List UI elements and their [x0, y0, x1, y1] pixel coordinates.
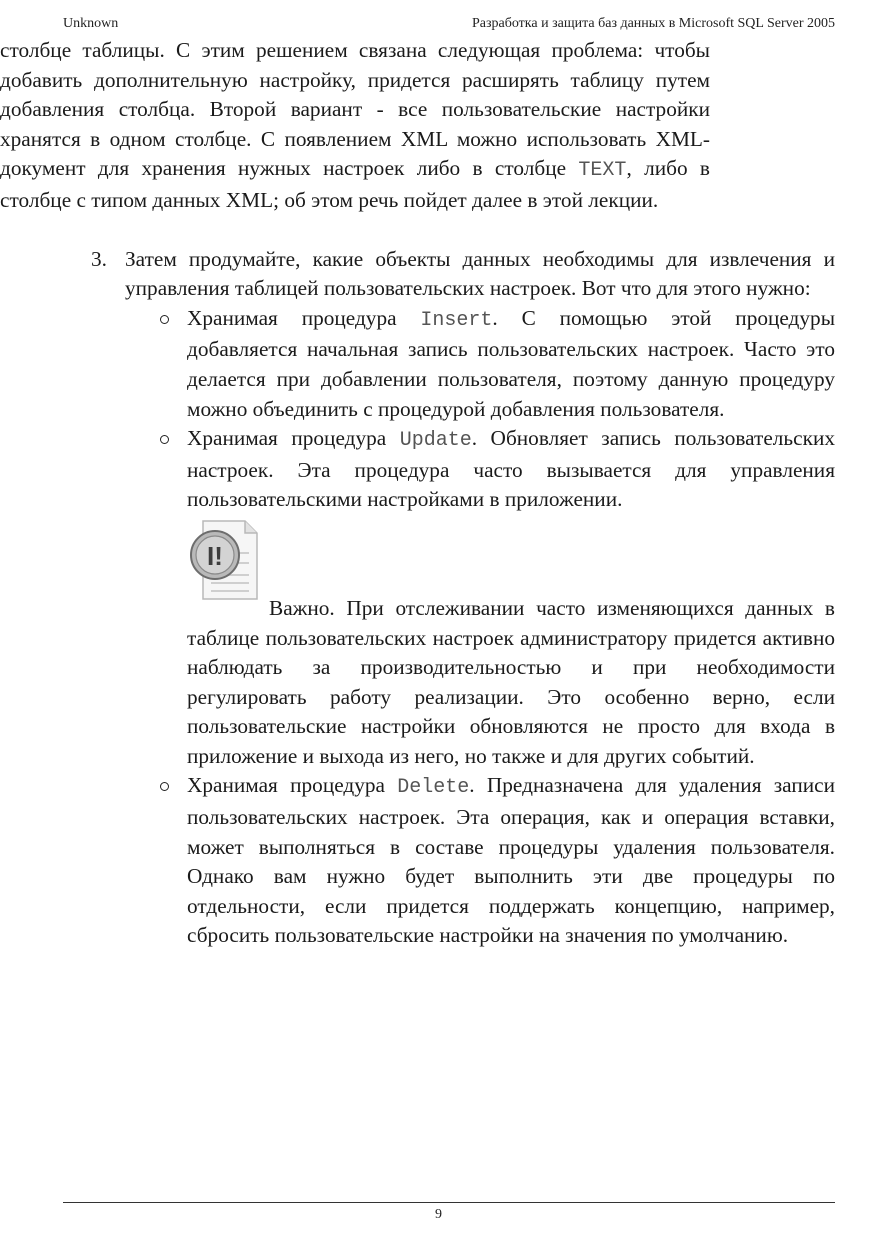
bullet-text-before: Хранимая процедура	[187, 773, 398, 798]
code-delete: Delete	[397, 776, 470, 800]
header-left: Unknown	[63, 16, 119, 31]
note-text: Важно. При отслеживании часто изменяющихся данных в таблице пользовательских настроек администратору придется активно наблюдать за производительностью и при необходимости регулировать работу реализации. Это особенно верно, если пользовательские настройки обновляются не просто для входа в приложение и выхода из него, но также и для других событий.	[187, 595, 835, 768]
bullet-insert	[187, 304, 835, 424]
cont-text-2: , либо в столбце с типом данных XML; об этом речь пойдет далее в этой лекции.	[0, 156, 710, 212]
bullet-text-after: . Предназначена для удаления записи пользовательских настроек. Эта операция, как и операция вставки, может выполняться в составе процедуры удаления пользователя. Однако вам нужно будет выполнить эти две процедуры по отдельности, если придется поддержать концепцию, например, сбросить пользовательские настройки на значения по умолчанию.	[187, 773, 835, 948]
svg-text:I!: I!	[207, 540, 223, 571]
continuation-paragraph	[0, 36, 710, 216]
code-insert: Insert	[420, 308, 493, 332]
header-title: Разработка и защита баз данных в Microsoft SQL Server 2005	[471, 16, 835, 31]
footer-divider	[63, 1202, 835, 1203]
bullet-text-before: Хранимая процедура	[187, 305, 421, 330]
cont-text-1: столбце таблицы. С этим решением связана следующая проблема: чтобы добавить дополнительную настройку, придется расширять таблицу путем добавления столбца. Второй вариант - все пользовательские настройки хранятся в одном столбце. С появлением XML можно использовать XML-документ для хранения нужных настроек либо в столбце	[0, 38, 710, 181]
bullet-text-after: . Обновляет запись пользовательских настроек. Эта процедура часто вызывается для управления пользовательскими настройками в приложении.	[187, 426, 835, 512]
item-number: 3.	[91, 246, 107, 271]
bullet-delete	[187, 771, 835, 951]
important-note-icon	[187, 517, 269, 602]
code-update: Update	[399, 429, 472, 453]
page-header	[63, 16, 835, 32]
item-text: Затем продумайте, какие объекты данных необходимы для извлечения и управления таблицей пользовательских настроек. Вот что для этого нужно:	[125, 246, 835, 301]
numbered-item-3	[91, 245, 835, 304]
code-text: TEXT	[578, 159, 627, 183]
page-number: 9	[435, 1207, 442, 1222]
bullet-icon	[160, 435, 169, 444]
bullet-text-before: Хранимая процедура	[187, 426, 400, 451]
bullet-icon	[160, 782, 169, 791]
bullet-text-after: . С помощью этой процедуры добавляется начальная запись пользовательских настроек. Часто это делается при добавлении пользователя, поэтому данную процедуру можно объединить с процедурой добавления пользователя.	[187, 305, 835, 421]
important-note	[187, 517, 835, 772]
bullet-update	[187, 424, 835, 515]
bullet-icon	[160, 315, 169, 324]
page-content	[0, 36, 877, 951]
